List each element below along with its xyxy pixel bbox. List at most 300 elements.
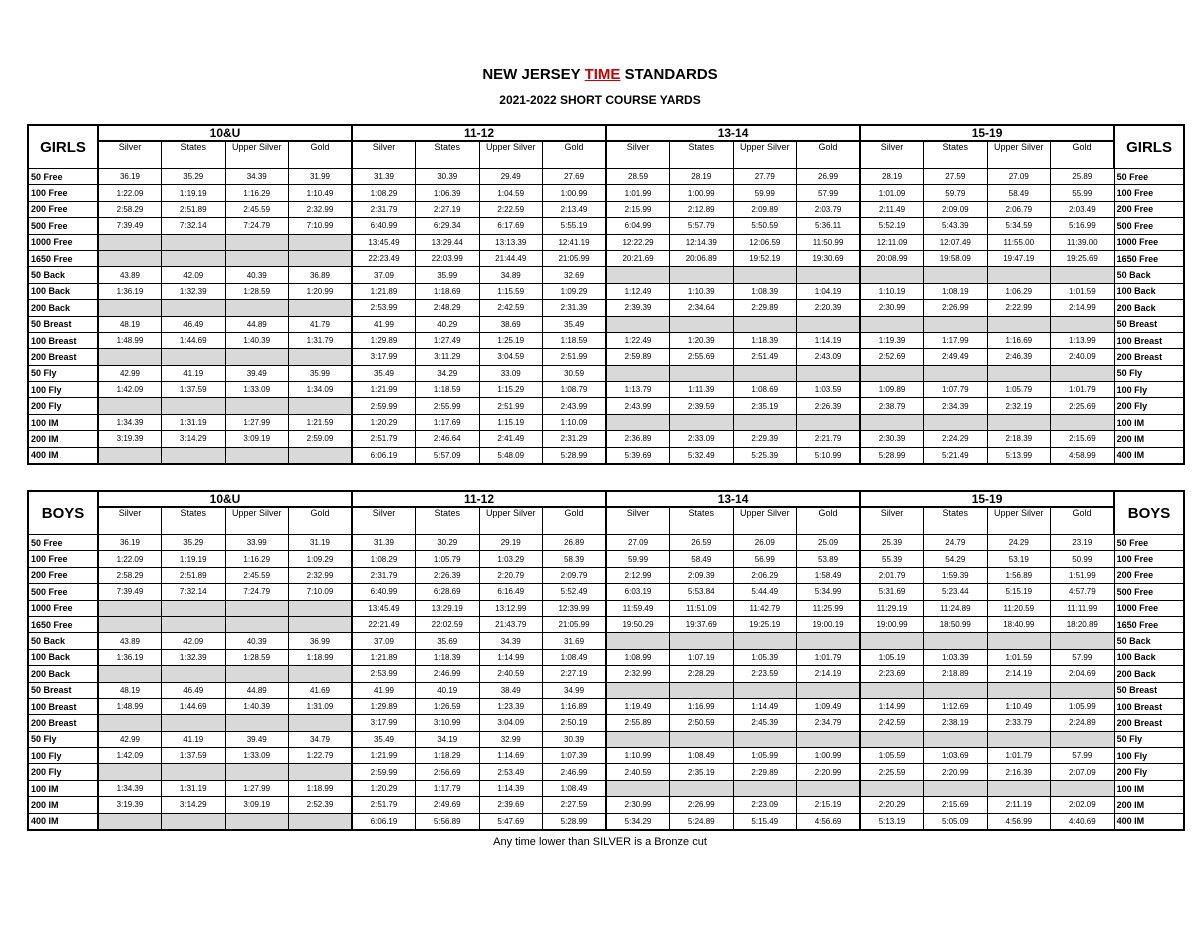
event-name: 50 Back xyxy=(28,633,98,649)
standard-column-header: Gold xyxy=(289,141,353,169)
time-cell: 1:44.69 xyxy=(162,698,226,714)
time-cell: 19:00.19 xyxy=(797,616,861,632)
time-cell: 1:18.99 xyxy=(289,780,353,796)
time-cell: 21:44.49 xyxy=(479,250,543,266)
time-cell: 2:31.79 xyxy=(352,567,416,583)
time-cell: 19:37.69 xyxy=(670,616,734,632)
time-cell: 2:18.89 xyxy=(924,666,988,682)
time-cell xyxy=(162,398,226,414)
event-name-right: 100 Free xyxy=(1114,551,1184,567)
time-cell: 1:12.69 xyxy=(924,698,988,714)
age-group-header: 15-19 xyxy=(860,125,1114,141)
time-cell xyxy=(860,267,924,283)
time-cell: 5:52.49 xyxy=(543,584,607,600)
time-cell xyxy=(1051,414,1115,430)
time-cell: 2:51.99 xyxy=(479,398,543,414)
time-cell: 1:17.99 xyxy=(924,332,988,348)
time-cell: 1:15.29 xyxy=(479,382,543,398)
standard-column-header: Gold xyxy=(543,141,607,169)
time-cell: 2:51.79 xyxy=(352,797,416,813)
time-cell: 2:33.79 xyxy=(987,715,1051,731)
time-cell xyxy=(797,267,861,283)
time-cell: 1:07.39 xyxy=(543,748,607,764)
time-cell xyxy=(1051,780,1115,796)
time-cell: 1:01.99 xyxy=(606,185,670,201)
time-cell xyxy=(1051,316,1115,332)
time-cell: 1:34.39 xyxy=(98,780,162,796)
time-cell: 1:20.99 xyxy=(289,283,353,299)
time-cell: 46.49 xyxy=(162,682,226,698)
time-cell: 2:34.39 xyxy=(924,398,988,414)
event-row xyxy=(28,185,1184,201)
time-cell: 2:18.39 xyxy=(987,431,1051,447)
event-name: 1000 Free xyxy=(28,234,98,250)
time-cell: 27.09 xyxy=(606,535,670,551)
time-cell xyxy=(225,813,289,830)
time-cell xyxy=(225,234,289,250)
time-cell: 2:23.09 xyxy=(733,797,797,813)
time-cell: 2:28.29 xyxy=(670,666,734,682)
time-cell: 1:16.29 xyxy=(225,551,289,567)
time-cell: 2:20.29 xyxy=(860,797,924,813)
event-row xyxy=(28,633,1184,649)
time-cell: 1:13.79 xyxy=(606,382,670,398)
time-cell: 20:21.69 xyxy=(606,250,670,266)
time-cell: 2:22.59 xyxy=(479,201,543,217)
time-cell xyxy=(225,715,289,731)
time-cell xyxy=(1051,633,1115,649)
time-cell: 2:46.64 xyxy=(416,431,480,447)
time-cell: 34.39 xyxy=(479,633,543,649)
time-cell xyxy=(1051,682,1115,698)
time-cell: 59.99 xyxy=(733,185,797,201)
time-cell: 58.39 xyxy=(543,551,607,567)
time-cell: 2:20.39 xyxy=(797,300,861,316)
time-cell xyxy=(98,447,162,464)
time-cell xyxy=(860,365,924,381)
standard-column-header: Upper Silver xyxy=(225,141,289,169)
event-name: 200 Free xyxy=(28,201,98,217)
standard-column-header: Upper Silver xyxy=(225,507,289,535)
time-cell: 2:03.79 xyxy=(797,201,861,217)
time-cell: 1:19.39 xyxy=(860,332,924,348)
time-cell xyxy=(162,447,226,464)
time-cell: 1:21.99 xyxy=(352,382,416,398)
time-cell: 22:03.99 xyxy=(416,250,480,266)
time-cell: 2:01.79 xyxy=(860,567,924,583)
time-cell: 1:22.49 xyxy=(606,332,670,348)
event-row xyxy=(28,267,1184,283)
time-cell: 1:05.19 xyxy=(860,649,924,665)
time-cell: 1:44.69 xyxy=(162,332,226,348)
time-cell: 5:32.49 xyxy=(670,447,734,464)
time-cell: 2:34.64 xyxy=(670,300,734,316)
standard-column-header: States xyxy=(670,507,734,535)
event-row xyxy=(28,715,1184,731)
time-cell: 1:56.89 xyxy=(987,567,1051,583)
time-cell: 5:44.49 xyxy=(733,584,797,600)
age-group-header: 11-12 xyxy=(352,125,606,141)
standard-column-header: Upper Silver xyxy=(733,141,797,169)
time-cell: 1:37.59 xyxy=(162,748,226,764)
time-cell: 1:20.29 xyxy=(352,414,416,430)
time-cell: 2:40.59 xyxy=(606,764,670,780)
time-cell xyxy=(98,813,162,830)
time-cell: 2:27.19 xyxy=(543,666,607,682)
time-cell: 22:02.59 xyxy=(416,616,480,632)
time-cell: 2:59.99 xyxy=(352,764,416,780)
standard-column-header: States xyxy=(162,507,226,535)
time-cell: 37.09 xyxy=(352,633,416,649)
girls-label-right: GIRLS xyxy=(1114,125,1184,169)
event-name-right: 100 IM xyxy=(1114,780,1184,796)
time-cell: 3:04.59 xyxy=(479,349,543,365)
time-cell: 1:10.49 xyxy=(987,698,1051,714)
time-cell xyxy=(162,234,226,250)
time-cell: 5:43.39 xyxy=(924,218,988,234)
time-cell: 18:50.99 xyxy=(924,616,988,632)
event-name: 200 Back xyxy=(28,666,98,682)
time-cell: 1:31.19 xyxy=(162,414,226,430)
event-name-right: 200 Fly xyxy=(1114,764,1184,780)
time-cell: 19:25.19 xyxy=(733,616,797,632)
time-cell: 42.09 xyxy=(162,633,226,649)
time-cell xyxy=(733,414,797,430)
event-name: 50 Fly xyxy=(28,731,98,747)
event-name: 100 Back xyxy=(28,649,98,665)
time-cell xyxy=(670,731,734,747)
time-cell: 2:55.69 xyxy=(670,349,734,365)
event-row xyxy=(28,698,1184,714)
time-cell xyxy=(289,600,353,616)
time-cell: 21:05.99 xyxy=(543,616,607,632)
time-cell xyxy=(98,349,162,365)
time-cell: 48.19 xyxy=(98,316,162,332)
event-name: 200 Breast xyxy=(28,715,98,731)
time-cell xyxy=(733,365,797,381)
event-name-right: 400 IM xyxy=(1114,813,1184,830)
time-cell: 2:30.99 xyxy=(860,300,924,316)
time-cell: 1:01.79 xyxy=(797,649,861,665)
time-cell xyxy=(987,633,1051,649)
time-cell: 3:17.99 xyxy=(352,349,416,365)
event-name-right: 200 Back xyxy=(1114,666,1184,682)
event-name-right: 1000 Free xyxy=(1114,600,1184,616)
time-cell: 2:43.99 xyxy=(543,398,607,414)
time-cell: 5:21.49 xyxy=(924,447,988,464)
age-group-header: 13-14 xyxy=(606,125,860,141)
event-row xyxy=(28,780,1184,796)
time-cell: 4:58.99 xyxy=(1051,447,1115,464)
time-cell xyxy=(987,682,1051,698)
standard-column-header: Upper Silver xyxy=(733,507,797,535)
time-cell xyxy=(797,731,861,747)
time-cell: 1:32.39 xyxy=(162,649,226,665)
time-cell: 2:51.89 xyxy=(162,567,226,583)
time-cell xyxy=(733,316,797,332)
time-cell: 6:40.99 xyxy=(352,584,416,600)
time-cell: 21:05.99 xyxy=(543,250,607,266)
time-cell: 5:28.99 xyxy=(543,447,607,464)
event-name-right: 200 IM xyxy=(1114,797,1184,813)
event-name: 1650 Free xyxy=(28,250,98,266)
time-cell: 21:43.79 xyxy=(479,616,543,632)
time-cell: 2:32.19 xyxy=(987,398,1051,414)
time-cell: 27.79 xyxy=(733,169,797,185)
footer-note: Any time lower than SILVER is a Bronze cut xyxy=(493,836,707,848)
time-cell: 1:09.29 xyxy=(289,551,353,567)
time-cell: 2:26.39 xyxy=(797,398,861,414)
time-cell xyxy=(987,365,1051,381)
event-name-right: 100 Breast xyxy=(1114,698,1184,714)
time-cell: 6:16.49 xyxy=(479,584,543,600)
standard-column-header: Upper Silver xyxy=(479,507,543,535)
event-row xyxy=(28,682,1184,698)
time-cell: 1:06.39 xyxy=(416,185,480,201)
time-cell: 1:14.39 xyxy=(479,780,543,796)
time-cell: 59.79 xyxy=(924,185,988,201)
time-cell: 2:20.99 xyxy=(924,764,988,780)
time-cell xyxy=(289,813,353,830)
event-name: 100 Breast xyxy=(28,332,98,348)
time-cell: 1:00.99 xyxy=(670,185,734,201)
event-name-right: 50 Back xyxy=(1114,267,1184,283)
time-cell xyxy=(162,813,226,830)
time-cell: 1:10.49 xyxy=(289,185,353,201)
time-cell: 1:18.59 xyxy=(543,332,607,348)
time-cell: 36.19 xyxy=(98,169,162,185)
time-cell: 5:47.69 xyxy=(479,813,543,830)
time-cell xyxy=(162,764,226,780)
time-cell: 1:40.39 xyxy=(225,332,289,348)
time-cell xyxy=(606,316,670,332)
standard-column-header: Silver xyxy=(606,507,670,535)
time-cell: 31.99 xyxy=(289,169,353,185)
standard-column-header: Upper Silver xyxy=(987,507,1051,535)
time-cell xyxy=(289,764,353,780)
time-cell: 1:09.49 xyxy=(797,698,861,714)
event-row xyxy=(28,218,1184,234)
event-row xyxy=(28,567,1184,583)
time-cell: 2:26.99 xyxy=(924,300,988,316)
time-cell: 42.09 xyxy=(162,267,226,283)
time-cell xyxy=(670,682,734,698)
time-cell: 1:10.09 xyxy=(543,414,607,430)
time-cell: 2:30.39 xyxy=(860,431,924,447)
time-cell: 3:14.29 xyxy=(162,431,226,447)
time-cell: 2:27.19 xyxy=(416,201,480,217)
event-name-right: 200 IM xyxy=(1114,431,1184,447)
time-cell: 2:27.59 xyxy=(543,797,607,813)
time-cell: 7:10.99 xyxy=(289,218,353,234)
time-cell xyxy=(162,715,226,731)
age-group-header: 15-19 xyxy=(860,491,1114,507)
time-cell: 30.39 xyxy=(543,731,607,747)
time-cell: 1:40.39 xyxy=(225,698,289,714)
time-cell: 2:20.99 xyxy=(797,764,861,780)
time-cell: 2:13.49 xyxy=(543,201,607,217)
time-cell xyxy=(797,633,861,649)
time-cell: 1:42.09 xyxy=(98,382,162,398)
time-cell: 2:53.99 xyxy=(352,666,416,682)
time-cell xyxy=(225,447,289,464)
time-cell: 34.99 xyxy=(543,682,607,698)
time-cell: 1:48.99 xyxy=(98,698,162,714)
time-cell: 1:05.79 xyxy=(987,382,1051,398)
time-cell xyxy=(225,764,289,780)
time-cell: 7:32.14 xyxy=(162,218,226,234)
time-cell: 42.99 xyxy=(98,365,162,381)
time-cell xyxy=(289,666,353,682)
time-cell: 11:29.19 xyxy=(860,600,924,616)
title-highlight-time: TIME xyxy=(584,66,621,83)
time-cell: 13:29.44 xyxy=(416,234,480,250)
time-cell xyxy=(162,616,226,632)
event-name-right: 100 Fly xyxy=(1114,382,1184,398)
event-row xyxy=(28,283,1184,299)
time-cell: 2:39.69 xyxy=(479,797,543,813)
time-cell: 27.69 xyxy=(543,169,607,185)
time-cell xyxy=(225,300,289,316)
time-cell: 2:45.59 xyxy=(225,201,289,217)
time-cell: 6:06.19 xyxy=(352,813,416,830)
time-cell: 32.99 xyxy=(479,731,543,747)
time-cell: 30.39 xyxy=(416,169,480,185)
time-cell: 1:19.19 xyxy=(162,185,226,201)
time-cell: 2:14.19 xyxy=(797,666,861,682)
time-cell: 1:08.19 xyxy=(924,283,988,299)
time-cell: 1:05.79 xyxy=(416,551,480,567)
time-cell xyxy=(98,234,162,250)
time-cell: 1:27.99 xyxy=(225,414,289,430)
time-cell xyxy=(924,365,988,381)
time-cell: 1:11.39 xyxy=(670,382,734,398)
time-cell: 1:20.39 xyxy=(670,332,734,348)
time-cell: 2:59.89 xyxy=(606,349,670,365)
time-cell xyxy=(98,398,162,414)
time-cell: 2:15.69 xyxy=(924,797,988,813)
time-cell xyxy=(987,414,1051,430)
standard-column-header: Gold xyxy=(797,507,861,535)
event-name-right: 50 Free xyxy=(1114,535,1184,551)
event-name-right: 500 Free xyxy=(1114,584,1184,600)
event-row xyxy=(28,234,1184,250)
time-cell: 2:42.59 xyxy=(479,300,543,316)
time-cell xyxy=(860,316,924,332)
time-cell: 2:12.99 xyxy=(606,567,670,583)
time-cell: 1:29.89 xyxy=(352,698,416,714)
time-cell: 11:51.09 xyxy=(670,600,734,616)
time-cell: 2:24.89 xyxy=(1051,715,1115,731)
time-cell: 1:28.59 xyxy=(225,649,289,665)
standard-column-header: Upper Silver xyxy=(479,141,543,169)
time-cell xyxy=(98,666,162,682)
time-cell: 43.89 xyxy=(98,267,162,283)
event-row xyxy=(28,797,1184,813)
time-cell xyxy=(98,616,162,632)
time-cell: 2:41.49 xyxy=(479,431,543,447)
time-cell: 23.19 xyxy=(1051,535,1115,551)
time-cell: 1:34.09 xyxy=(289,382,353,398)
time-cell: 2:51.79 xyxy=(352,431,416,447)
time-cell xyxy=(733,731,797,747)
time-cell: 1:09.29 xyxy=(543,283,607,299)
time-cell: 4:40.69 xyxy=(1051,813,1115,830)
time-cell: 3:09.19 xyxy=(225,431,289,447)
time-cell: 2:06.79 xyxy=(987,201,1051,217)
time-cell xyxy=(225,666,289,682)
event-name-right: 200 Breast xyxy=(1114,715,1184,731)
time-cell: 6:29.34 xyxy=(416,218,480,234)
time-cell: 2:07.09 xyxy=(1051,764,1115,780)
time-cell: 2:40.59 xyxy=(479,666,543,682)
time-cell: 29.49 xyxy=(479,169,543,185)
time-cell: 6:04.99 xyxy=(606,218,670,234)
time-cell: 1:01.09 xyxy=(860,185,924,201)
event-name: 200 IM xyxy=(28,797,98,813)
time-cell xyxy=(225,398,289,414)
time-cell: 2:33.09 xyxy=(670,431,734,447)
time-cell: 1:03.39 xyxy=(924,649,988,665)
event-name: 100 Breast xyxy=(28,698,98,714)
event-row xyxy=(28,616,1184,632)
event-name: 50 Fly xyxy=(28,365,98,381)
event-name-right: 100 Breast xyxy=(1114,332,1184,348)
time-cell: 1:05.39 xyxy=(733,649,797,665)
time-cell xyxy=(797,316,861,332)
time-cell: 5:25.39 xyxy=(733,447,797,464)
time-cell: 1:14.49 xyxy=(733,698,797,714)
time-cell: 11:50.99 xyxy=(797,234,861,250)
time-cell xyxy=(797,365,861,381)
time-cell: 31.69 xyxy=(543,633,607,649)
time-cell: 2:11.49 xyxy=(860,201,924,217)
standard-column-header: Silver xyxy=(98,507,162,535)
time-cell: 2:15.99 xyxy=(606,201,670,217)
time-cell: 1:05.99 xyxy=(733,748,797,764)
time-cell xyxy=(606,267,670,283)
time-cell: 1:21.89 xyxy=(352,649,416,665)
time-cell: 39.49 xyxy=(225,731,289,747)
time-cell: 2:09.09 xyxy=(924,201,988,217)
time-cell: 7:39.49 xyxy=(98,584,162,600)
time-cell: 26.99 xyxy=(797,169,861,185)
page-title: NEW JERSEY TIME STANDARDS xyxy=(482,66,718,83)
time-cell: 1:23.39 xyxy=(479,698,543,714)
time-cell: 2:34.79 xyxy=(797,715,861,731)
time-cell: 58.49 xyxy=(670,551,734,567)
page-subtitle: 2021-2022 SHORT COURSE YARDS xyxy=(499,93,701,107)
time-cell: 1:21.99 xyxy=(352,748,416,764)
event-name: 200 Fly xyxy=(28,764,98,780)
time-cell: 7:24.79 xyxy=(225,584,289,600)
time-cell: 53.89 xyxy=(797,551,861,567)
standard-column-header: Silver xyxy=(860,507,924,535)
time-cell: 5:16.99 xyxy=(1051,218,1115,234)
event-name: 100 Free xyxy=(28,551,98,567)
event-row xyxy=(28,431,1184,447)
time-cell: 2:45.59 xyxy=(225,567,289,583)
time-cell: 2:20.79 xyxy=(479,567,543,583)
standard-column-header: Silver xyxy=(352,507,416,535)
time-cell: 2:53.99 xyxy=(352,300,416,316)
event-name-right: 100 Back xyxy=(1114,649,1184,665)
time-cell: 35.49 xyxy=(352,731,416,747)
time-cell: 37.09 xyxy=(352,267,416,283)
time-cell: 7:10.09 xyxy=(289,584,353,600)
time-cell: 4:57.79 xyxy=(1051,584,1115,600)
time-cell: 30.29 xyxy=(416,535,480,551)
